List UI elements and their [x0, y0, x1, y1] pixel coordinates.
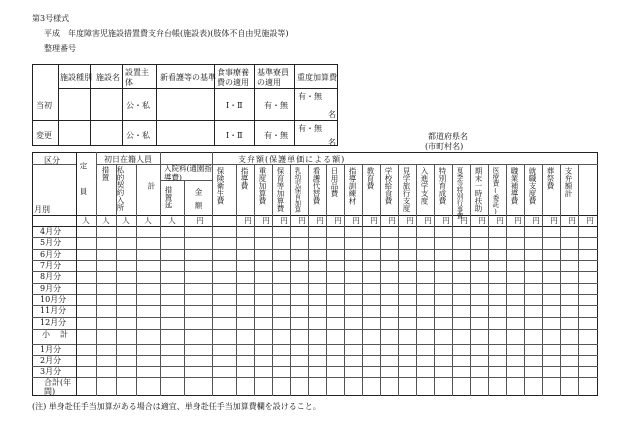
unit-label: 人 [168, 216, 176, 225]
month-row-label: 2月分 [40, 356, 62, 365]
row-change-standard: 有・無 [264, 131, 288, 140]
month-row-label: 9月分 [40, 284, 62, 293]
unit-label: 円 [280, 216, 288, 225]
payment-column-header: 期末一時扶助 [474, 167, 483, 212]
unit-label: 円 [550, 216, 558, 225]
unit-label: 円 [514, 216, 522, 225]
month-row-label: 3月分 [40, 367, 62, 376]
unit-label: 円 [370, 216, 378, 225]
payment-column-header: 保険衛生費 [216, 167, 225, 205]
month-row-label: 10月分 [40, 295, 67, 304]
enrollment-private-header: 私的契約入所 [116, 166, 125, 211]
subtotal-row-label: 小計 [42, 330, 78, 339]
payment-column-header: 就職支度費 [528, 167, 537, 205]
corner-category-label: 区分 [44, 156, 60, 165]
row-change-meal: Ⅰ・Ⅱ [226, 131, 243, 140]
payment-column-header: 葬祭費 [546, 167, 555, 190]
row-initial-label: 当初 [36, 101, 52, 110]
prefecture-label: 都道府県名 [428, 132, 468, 141]
payment-column-header: 夏季等特別行事費 [455, 167, 464, 219]
form-number: 第3号様式 [32, 14, 70, 23]
unit-label: 人 [82, 216, 90, 225]
unit-label: 円 [568, 216, 576, 225]
corner-month-label: 月別 [34, 205, 50, 214]
unit-label: 円 [352, 216, 360, 225]
payment-column-header: 教育費 [366, 167, 375, 190]
unit-label: 円 [478, 216, 486, 225]
month-row-label: 11月分 [40, 306, 67, 315]
unit-label: 円 [406, 216, 414, 225]
payment-column-header: 職業補導費 [510, 167, 519, 205]
row-change-severe-unit: 名 [328, 138, 336, 147]
payment-column-header: 医療費(委託) [491, 167, 500, 216]
annual-total-row-label: 合計(年間) [44, 378, 72, 396]
row-initial-severe-unit: 名 [328, 110, 336, 119]
hospitalization-header: 入院料(通園指導費) [164, 164, 212, 182]
serial-number-label: 整理番号 [44, 44, 76, 53]
unit-label: 人 [102, 216, 110, 225]
row-change-label: 変更 [36, 131, 52, 140]
unit-label: 円 [316, 216, 324, 225]
payment-column-header: 乳幼児保育加算 [293, 167, 302, 213]
hospitalization-days-header: 措置延 [164, 186, 173, 209]
payment-column-header: 看護代替費 [312, 167, 321, 205]
payment-column-header: 指導訓練材 [348, 167, 357, 205]
era-label: 平成 [44, 29, 60, 38]
header-severe-addition: 重度加算費 [297, 73, 337, 82]
enrollment-measure-header: 措置 [101, 166, 110, 181]
month-row-label: 6月分 [40, 250, 62, 259]
municipality-label: (市町村名) [425, 142, 464, 151]
month-row-label: 12月分 [40, 318, 67, 327]
payment-column-header: 入進学支度 [420, 167, 429, 205]
unit-label: 円 [262, 216, 270, 225]
header-founder: 設置主体 [125, 68, 149, 87]
unit-label: 円 [460, 216, 468, 225]
page-title: 年度障害児施設措置費支弁台帳(施設表)(肢体不自由児施設等) [68, 29, 289, 38]
unit-label: 円 [388, 216, 396, 225]
row-initial-meal: Ⅰ・Ⅱ [226, 101, 243, 110]
footnote: (注) 単身赴任手当加算がある場合は適宜、単身赴任手当加算費欄を設けること。 [32, 402, 321, 411]
header-nursing-standard: 新看護等の基準 [160, 73, 216, 82]
payment-column-header: 特別育成費 [438, 167, 447, 205]
unit-label: 円 [532, 216, 540, 225]
month-row-label: 8月分 [40, 272, 62, 281]
enrollment-total-header: 計 [147, 182, 156, 190]
month-row-label: 1月分 [40, 345, 62, 354]
row-change-founder: 公・私 [126, 131, 150, 140]
month-row-label: 4月分 [40, 227, 62, 236]
unit-label: 円 [334, 216, 342, 225]
month-row-label: 7月分 [40, 261, 62, 270]
unit-label: 人 [144, 216, 152, 225]
unit-label: 人 [122, 216, 130, 225]
payment-column-header: 支弁額計 [564, 167, 573, 197]
header-dorm-staff: 基準寮員の適用 [257, 68, 289, 87]
header-facility-name: 施設名 [96, 73, 120, 82]
hospitalization-amount-header: 金額 [194, 188, 203, 215]
payment-column-header: 見学旅行支度 [402, 167, 411, 212]
header-meal-cost: 食事療養費の適用 [217, 68, 249, 87]
unit-label: 円 [424, 216, 432, 225]
payment-amount-header: 支弁額(保護単価による額) [238, 155, 346, 164]
payment-column-header: 保育等加算費 [276, 167, 285, 212]
month-row-label: 5月分 [40, 238, 62, 247]
payment-column-header: 重度加算費 [258, 167, 267, 205]
payment-column-header: 学校給食費 [384, 167, 393, 205]
row-initial-standard: 有・無 [264, 101, 288, 110]
payment-column-header: 日用品費 [330, 167, 339, 197]
header-facility-type: 施設種別 [60, 73, 92, 82]
unit-label: 円 [244, 216, 252, 225]
capacity-header: 定員 [79, 162, 88, 213]
initial-enrollment-header: 初日在籍人員 [104, 155, 152, 164]
payment-column-header: 指導費 [240, 167, 249, 190]
row-change-severe: 有・無 [298, 124, 322, 133]
unit-label: 円 [586, 216, 594, 225]
unit-label: 円 [496, 216, 504, 225]
row-initial-founder: 公・私 [126, 101, 150, 110]
row-initial-severe: 有・無 [298, 92, 322, 101]
unit-label: 円 [442, 216, 450, 225]
unit-label: 円 [196, 216, 204, 225]
unit-label: 円 [298, 216, 306, 225]
